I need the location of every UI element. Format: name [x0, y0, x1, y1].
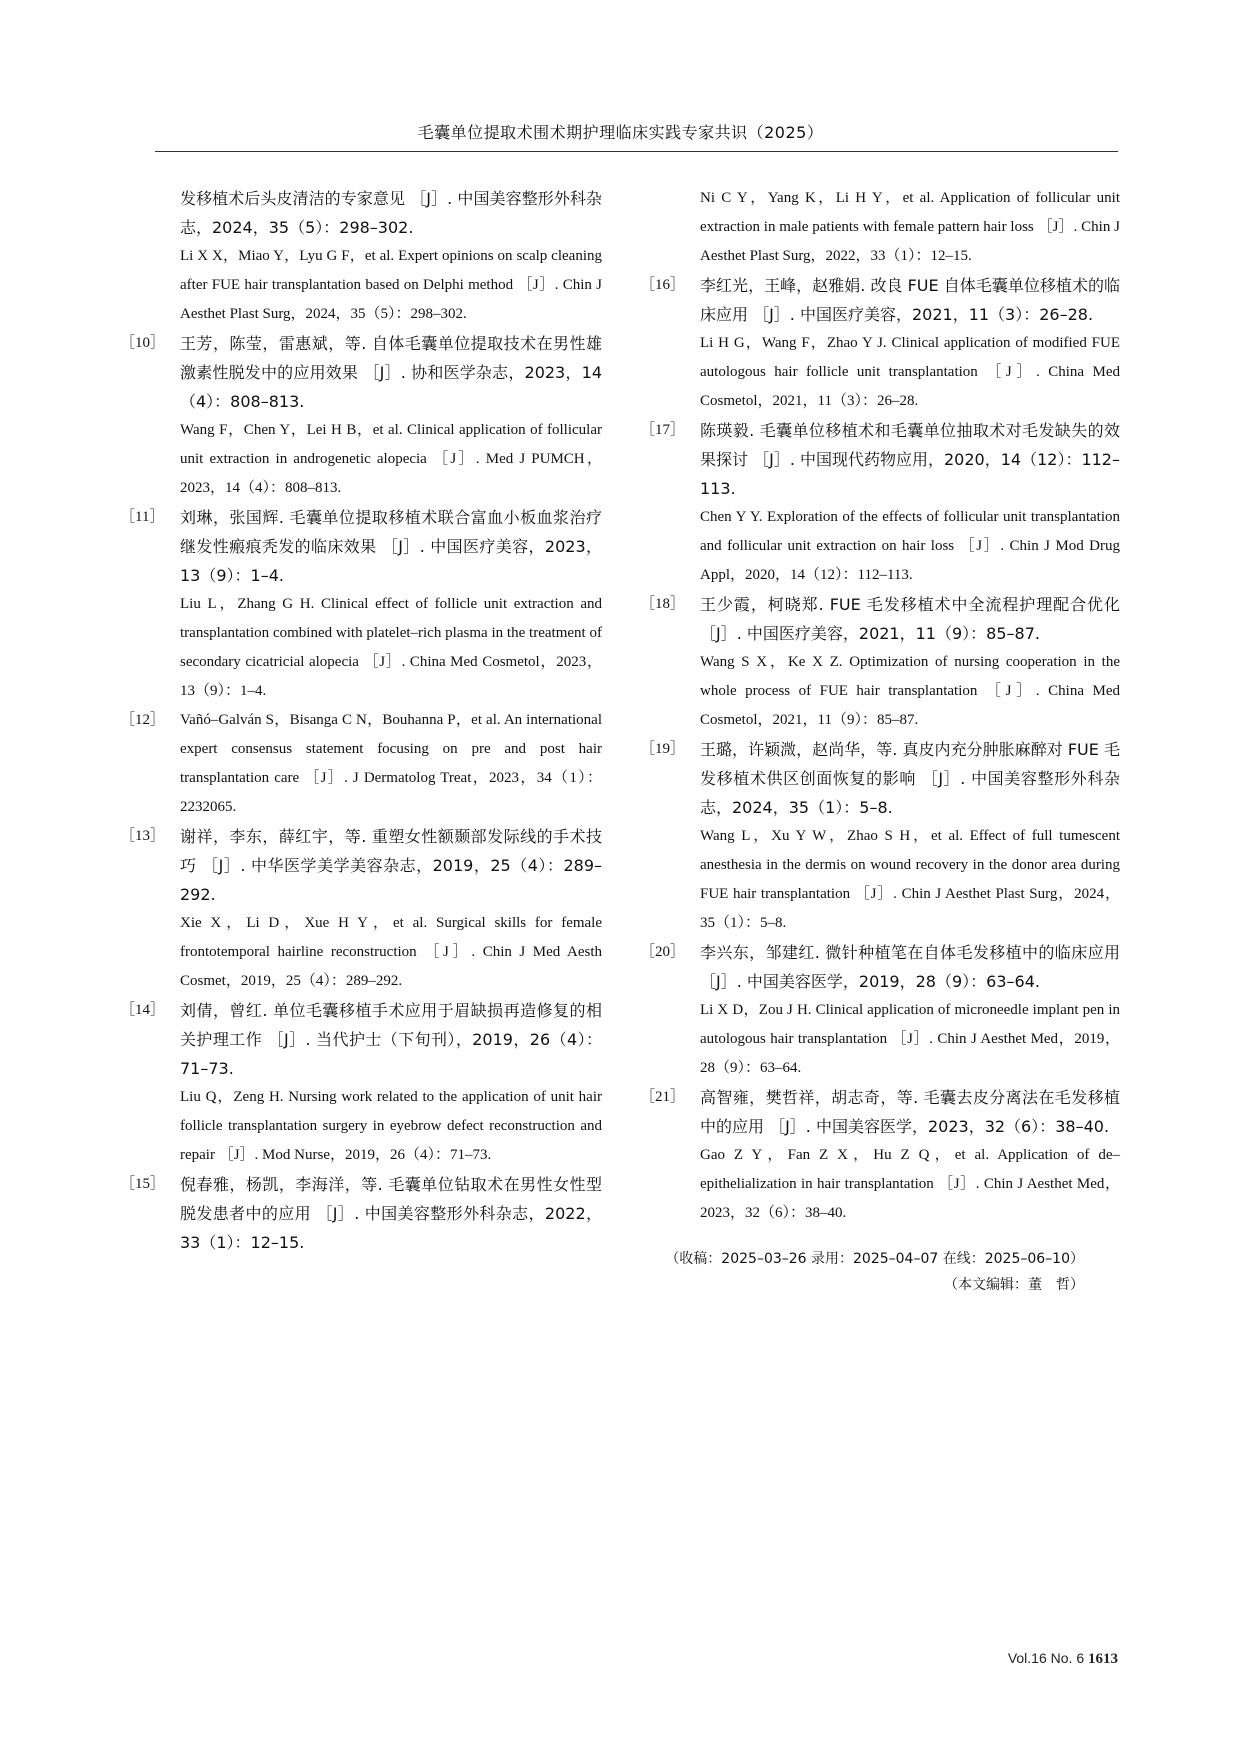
reference-number: ［10］ — [120, 335, 166, 351]
reference-number: ［19］ — [640, 741, 686, 757]
reference-number: ［15］ — [120, 1176, 166, 1192]
reference-english-text: Chen Y Y. Exploration of the effects of follicular unit transplantation and follicular unit extraction on hair loss ［J］. Chin J Mod Drug Appl，2020，14（12）：112–113. — [700, 509, 1120, 583]
reference-english-text: Li X X，Miao Y，Lyu G F，et al. Expert opinions on scalp cleaning after FUE hair transplantation based on Delphi method ［J］. Chin J Aesthet Plast Surg，2024，35（5）：298–302. — [180, 248, 602, 322]
reference-chinese-text: 高智雍，樊哲祥，胡志奇，等. 毛囊去皮分离法在毛发移植中的应用 ［J］. 中国美容医学，2023，32（6）：38–40. — [700, 1088, 1120, 1136]
reference-english-text: Xie X，Li D，Xue H Y，et al. Surgical skills for female frontotemporal hairline reconstruction ［J］. Chin J Med Aesth Cosmet，2019，25（4）：289–292. — [180, 915, 602, 989]
reference-number: ［21］ — [640, 1089, 686, 1105]
reference-item — [120, 1170, 602, 1257]
reference-english-text: Liu Q，Zeng H. Nursing work related to the application of unit hair follicle transplantation surgery in eyebrow defect reconstruction and repair ［J］. Mod Nurse，2019，26（4）：71–73. — [180, 1089, 602, 1163]
reference-chinese-text: 刘倩，曾红. 单位毛囊移植手术应用于眉缺损再造修复的相关护理工作 ［J］. 当代护士（下旬刊），2019，26（4）：71–73. — [180, 1001, 602, 1078]
reference-english-text: Li H G，Wang F，Zhao Y J. Clinical application of modified FUE autologous hair follicle unit transplantation ［J］. China Med Cosmetol，2021，11（3）：26–28. — [700, 335, 1120, 409]
reference-item — [120, 503, 602, 706]
received-accepted-online-dates: （收稿：2025–03–26 录用：2025–04–07 在线：2025–06–10） — [665, 1251, 1084, 1267]
reference-english-text: Gao Z Y，Fan Z X，Hu Z Q，et al. Application of de–epithelialization in hair transplantation ［J］. Chin J Aesthet Med，2023，32（6）：38–40. — [700, 1147, 1120, 1221]
reference-chinese-text: 发移植术后头皮清洁的专家意见 ［J］. 中国美容整形外科杂志，2024，35（5）：298–302. — [180, 189, 602, 237]
reference-continuation — [120, 184, 602, 329]
reference-column-right — [640, 184, 1120, 1228]
reference-number: ［11］ — [120, 509, 165, 525]
header-rule — [155, 151, 1118, 152]
reference-english-text: Ni C Y，Yang K，Li H Y，et al. Application of follicular unit extraction in male patients with female pattern hair loss ［J］. Chin J Aesthet Plast Surg，2022，33（1）：12–15. — [700, 190, 1120, 264]
reference-item — [640, 1083, 1120, 1228]
reference-item — [640, 271, 1120, 416]
reference-english-text: Wang S X，Ke X Z. Optimization of nursing cooperation in the whole process of FUE hair transplantation ［J］. China Med Cosmetol，2021，11（9）：85–87. — [700, 654, 1120, 728]
reference-chinese-text: 谢祥，李东，薛红宇，等. 重塑女性额颞部发际线的手术技巧 ［J］. 中华医学美学美容杂志，2019，25（4）：289–292. — [180, 827, 602, 904]
reference-english-text: Wang F，Chen Y，Lei H B，et al. Clinical application of follicular unit extraction in androgenetic alopecia ［J］. Med J PUMCH，2023，14（4）：808–813. — [180, 422, 602, 496]
reference-number: ［16］ — [640, 277, 686, 293]
article-history — [650, 1246, 1084, 1298]
running-header: 毛囊单位提取术围术期护理临床实践专家共识（2025） — [417, 123, 824, 142]
page-number: 1613 — [1088, 1651, 1118, 1667]
reference-chinese-text: 李兴东，邹建红. 微针种植笔在自体毛发移植中的临床应用 ［J］. 中国美容医学，2019，28（9）：63–64. — [700, 943, 1120, 991]
reference-item — [640, 735, 1120, 938]
reference-chinese-text: 王璐，许颖溦，赵尚华，等. 真皮内充分肿胀麻醉对 FUE 毛发移植术供区创面恢复的影响 ［J］. 中国美容整形外科杂志，2024，35（1）：5–8. — [700, 740, 1120, 817]
reference-continuation — [640, 184, 1120, 271]
reference-number: ［12］ — [120, 712, 166, 728]
editor-credit: （本文编辑：董 哲） — [944, 1277, 1084, 1293]
reference-number: ［13］ — [120, 828, 166, 844]
reference-item — [120, 822, 602, 996]
reference-chinese-text: 李红光，王峰，赵雅娟. 改良 FUE 自体毛囊单位移植术的临床应用 ［J］. 中国医疗美容，2021，11（3）：26–28. — [700, 276, 1120, 324]
reference-number: ［18］ — [640, 596, 686, 612]
reference-number: ［14］ — [120, 1002, 166, 1018]
reference-number: ［17］ — [640, 422, 686, 438]
reference-item — [120, 706, 602, 822]
reference-chinese-text: 王芳，陈莹，雷惠斌，等. 自体毛囊单位提取技术在男性雄激素性脱发中的应用效果 ［J］. 协和医学杂志，2023，14（4）：808–813. — [180, 334, 602, 411]
reference-number: ［20］ — [640, 944, 686, 960]
reference-item — [640, 938, 1120, 1083]
reference-item — [120, 996, 602, 1170]
page-footer — [1008, 1650, 1118, 1668]
reference-english-text: Liu L，Zhang G H. Clinical effect of follicle unit extraction and transplantation combined with platelet–rich plasma in the treatment of secondary cicatricial alopecia ［J］. China Med Cosmetol，2023，13（9）：1–4. — [180, 596, 602, 699]
reference-chinese-text: 王少霞，柯晓郑. FUE 毛发移植术中全流程护理配合优化 ［J］. 中国医疗美容，2021，11（9）：85–87. — [700, 595, 1120, 643]
reference-chinese-text: 倪春雅，杨凯，李海洋，等. 毛囊单位钻取术在男性女性型脱发患者中的应用 ［J］. 中国美容整形外科杂志，2022，33（1）：12–15. — [180, 1175, 602, 1252]
reference-item — [120, 329, 602, 503]
reference-chinese-text: 陈瑛毅. 毛囊单位移植术和毛囊单位抽取术对毛发缺失的效果探讨 ［J］. 中国现代药物应用，2020，14（12）：112–113. — [700, 421, 1120, 498]
reference-column-left — [120, 184, 602, 1257]
reference-chinese-text: 刘琳，张国辉. 毛囊单位提取移植术联合富血小板血浆治疗继发性瘢痕秃发的临床效果 ［J］. 中国医疗美容，2023，13（9）：1–4. — [180, 508, 602, 585]
reference-english-text: Li X D，Zou J H. Clinical application of microneedle implant pen in autologous hair transplantation ［J］. Chin J Aesthet Med，2019，28（9）：63–64. — [700, 1002, 1120, 1076]
reference-item — [640, 416, 1120, 590]
reference-english-text: Vañó–Galván S，Bisanga C N，Bouhanna P，et al. An international expert consensus statement focusing on pre and post hair transplantation care ［J］. J Dermatolog Treat，2023，34（1）：2232065. — [180, 712, 602, 815]
volume-issue: Vol.16 No. 6 — [1007, 1650, 1085, 1666]
reference-item — [640, 590, 1120, 735]
reference-english-text: Wang L，Xu Y W，Zhao S H，et al. Effect of full tumescent anesthesia in the dermis on wound recovery in the donor area during FUE hair transplantation ［J］. Chin J Aesthet Plast Surg，2024，35（1）：5–8. — [700, 828, 1120, 931]
